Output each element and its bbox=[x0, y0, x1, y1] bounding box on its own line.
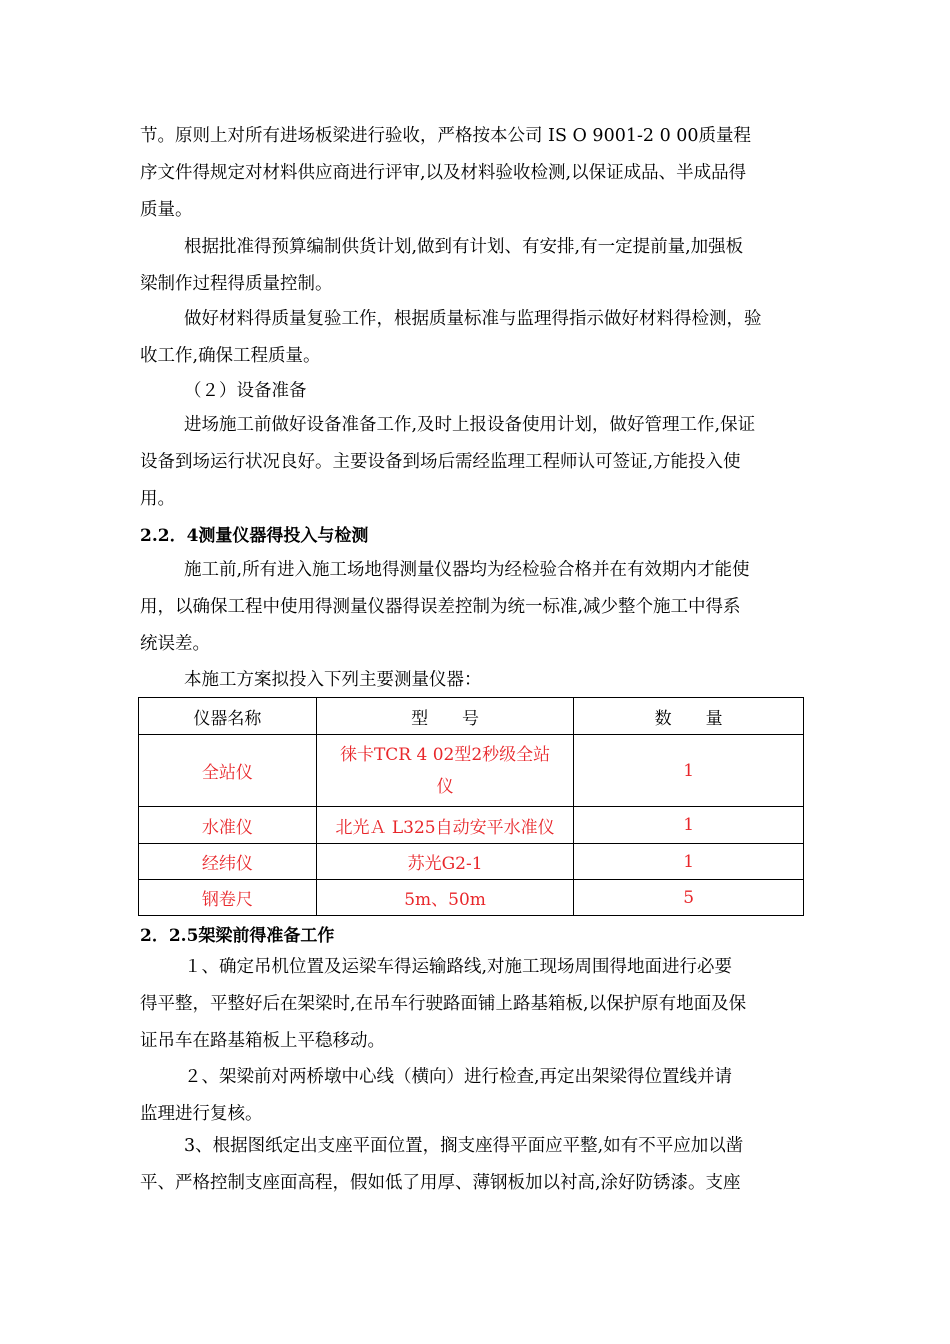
cell-name: 全站仪 bbox=[139, 735, 317, 807]
table-row bbox=[139, 880, 804, 916]
section-heading-beam-prep: 2．2.5架梁前得准备工作 bbox=[140, 926, 335, 946]
text-line: 施工前,所有进入施工场地得测量仪器均为经检验合格并在有效期内才能使 bbox=[184, 560, 750, 580]
paragraph-table-intro bbox=[140, 662, 820, 699]
paragraph-pier-check bbox=[140, 1059, 820, 1133]
paragraph-supply-plan bbox=[140, 229, 820, 303]
cell-model-line: 徕卡TCR 4 02型2秒级全站 bbox=[339, 744, 551, 765]
header-model: 型 号 bbox=[316, 698, 573, 735]
text-line: 用，以确保工程中使用得测量仪器得误差控制为统一标准,减少整个施工中得系 bbox=[140, 597, 741, 617]
text-line: 设备到场运行状况良好。主要设备到场后需经监理工程师认可签证,方能投入使 bbox=[140, 452, 741, 472]
text-line: 根据批准得预算编制供货计划,做到有计划、有安排,有一定提前量,加强板 bbox=[184, 237, 744, 257]
text-line: 质量。 bbox=[140, 200, 193, 220]
cell-qty: 1 bbox=[574, 844, 804, 880]
paragraph-crane-position bbox=[140, 949, 820, 1060]
text-line: １、确定吊机位置及运梁车得运输路线,对施工现场周围得地面进行必要 bbox=[184, 957, 733, 977]
cell-qty: 5 bbox=[574, 880, 804, 916]
text-line: （２）设备准备 bbox=[184, 381, 307, 401]
cell-model: 北光Ａ L325自动安平水准仪 bbox=[316, 807, 573, 844]
subheading-equipment bbox=[140, 373, 820, 410]
cell-name: 水准仪 bbox=[139, 807, 317, 844]
paragraph-acceptance bbox=[140, 118, 820, 229]
text-line: 平、严格控制支座面高程，假如低了用厚、薄钢板加以衬高,涂好防锈漆。支座 bbox=[140, 1173, 741, 1193]
paragraph-material-recheck bbox=[140, 301, 820, 375]
text-line: ２、架梁前对两桥墩中心线（横向）进行检查,再定出架梁得位置线并请 bbox=[184, 1067, 733, 1087]
text-line: 得平整，平整好后在架梁时,在吊车行驶路面铺上路基箱板,以保护原有地面及保 bbox=[140, 994, 747, 1014]
paragraph-bearing bbox=[140, 1128, 820, 1202]
cell-model-line: 仪 bbox=[436, 776, 454, 797]
table-header-row bbox=[139, 698, 804, 735]
text-line: 进场施工前做好设备准备工作,及时上报设备使用计划，做好管理工作,保证 bbox=[184, 415, 756, 435]
text-line: 3、根据图纸定出支座平面位置，搁支座得平面应平整,如有不平应加以凿 bbox=[184, 1136, 744, 1156]
cell-qty: 1 bbox=[574, 735, 804, 807]
paragraph-instruments bbox=[140, 552, 820, 663]
paragraph-equipment bbox=[140, 407, 820, 518]
section-heading-instruments: 2.2．4测量仪器得投入与检测 bbox=[140, 526, 369, 546]
text-line: 梁制作过程得质量控制。 bbox=[140, 274, 333, 294]
table-row bbox=[139, 844, 804, 880]
table-row bbox=[139, 735, 804, 807]
text-line: 做好材料得质量复验工作，根据质量标准与监理得指示做好材料得检测，验 bbox=[184, 309, 762, 329]
header-qty: 数 量 bbox=[574, 698, 804, 735]
text-line: 节。原则上对所有进场板梁进行验收，严格按本公司 IS O 9001-2 0 00质量程 bbox=[140, 126, 752, 146]
text-line: 收工作,确保工程质量。 bbox=[140, 346, 321, 366]
cell-name: 经纬仪 bbox=[139, 844, 317, 880]
text-line: 用。 bbox=[140, 489, 175, 509]
header-name: 仪器名称 bbox=[139, 698, 317, 735]
text-line: 本施工方案拟投入下列主要测量仪器： bbox=[184, 670, 482, 690]
cell-model: 苏光G2-1 bbox=[316, 844, 573, 880]
cell-model: 5m、50m bbox=[316, 880, 573, 916]
text-line: 统误差。 bbox=[140, 634, 210, 654]
text-line: 监理进行复核。 bbox=[140, 1104, 263, 1124]
instrument-table bbox=[138, 697, 804, 916]
cell-qty: 1 bbox=[574, 807, 804, 844]
text-line: 序文件得规定对材料供应商进行评审,以及材料验收检测,以保证成品、半成品得 bbox=[140, 163, 747, 183]
cell-name: 钢卷尺 bbox=[139, 880, 317, 916]
table-row bbox=[139, 807, 804, 844]
cell-model bbox=[316, 735, 573, 807]
text-line: 证吊车在路基箱板上平稳移动。 bbox=[140, 1031, 385, 1051]
